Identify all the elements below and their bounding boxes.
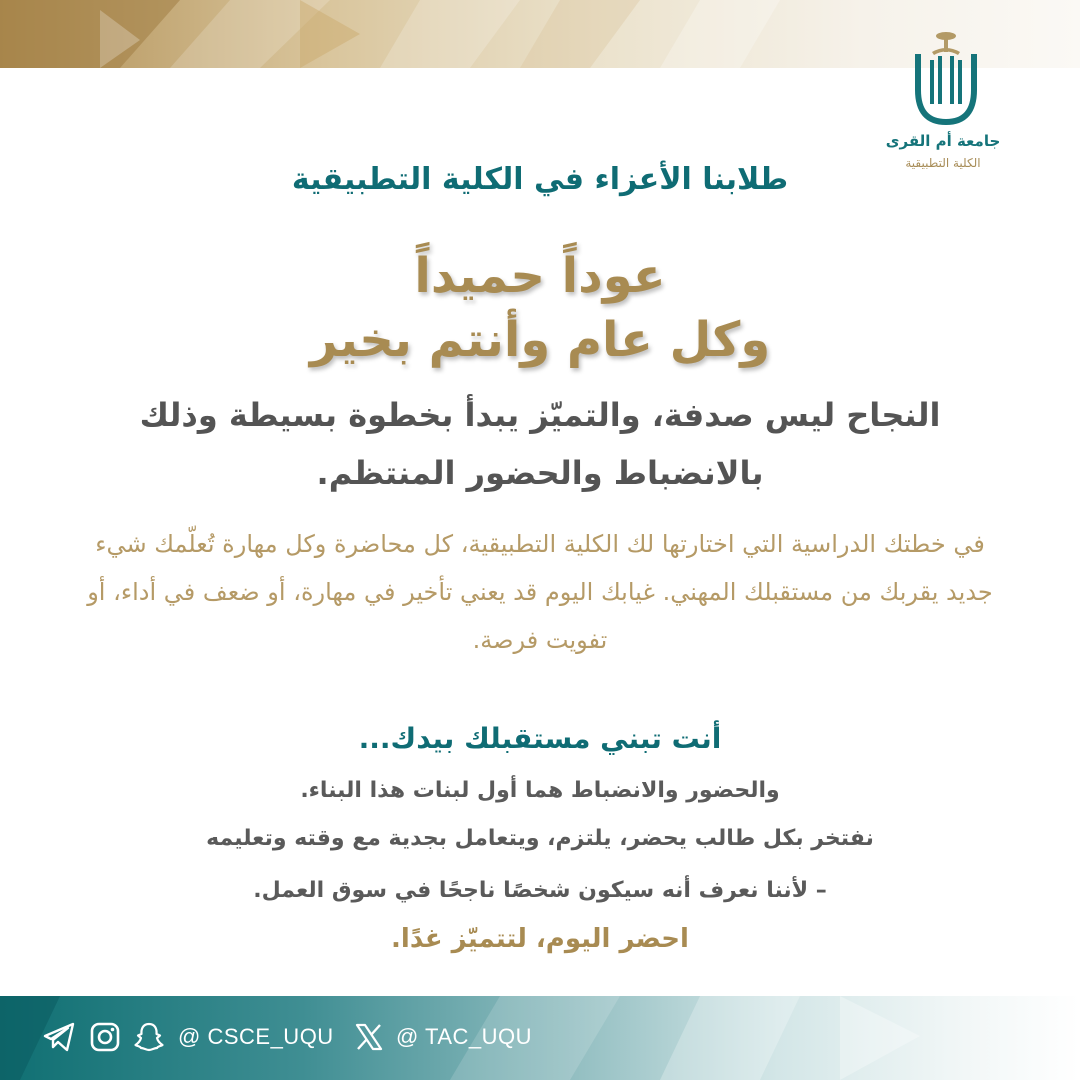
closing-line2: نفتخر بكل طالب يحضر، يلتزم، ويتعامل بجدية مع وقته وتعليمه [206,826,874,851]
telegram-icon[interactable] [42,1020,76,1054]
welcome-back-title: عوداً حميداً [414,248,666,304]
snapchat-icon[interactable] [132,1020,166,1054]
logo-college-name: الكلية التطبيقية [905,156,981,170]
closing-line3: – لأننا نعرف أنه سيكون شخصًا ناجحًا في سوق العمل. [253,878,827,903]
body-paragraph: في خطتك الدراسية التي اختارتها لك الكلية التطبيقية، كل محاضرة وكل مهارة تُعلّمك شيء جديد يقربك من مستقبلك المهني. غيابك اليوم قد يعني تأخير في مهارة، أو ضعف في أداء، أو تفويت فرصة. [87,530,993,654]
footer-handle-csce[interactable]: @ CSCE_UQU [178,1024,334,1049]
slogan: احضر اليوم، لتتميّز غدًا. [391,924,689,954]
instagram-icon[interactable] [88,1020,122,1054]
season-greeting-title: وكل عام وأنتم بخير [309,312,771,368]
university-logo [862,30,1032,180]
x-icon[interactable] [352,1020,386,1054]
lead-statement-line2: بالانضباط والحضور المنتظم. [316,454,764,492]
university-emblem-icon [862,30,1032,130]
future-heading: أنت تبني مستقبلك بيدك... [358,722,722,755]
footer-handle-tac[interactable]: @ TAC_UQU [396,1024,533,1049]
greeting-heading: طلابنا الأعزاء في الكلية التطبيقية [291,162,789,197]
lead-statement-line1: النجاح ليس صدفة، والتميّز يبدأ بخطوة بسيطة وذلك [139,396,941,434]
logo-university-name: جامعة أم القرى [885,132,1001,150]
closing-line1: والحضور والانضباط هما أول لبنات هذا البناء. [300,778,780,803]
